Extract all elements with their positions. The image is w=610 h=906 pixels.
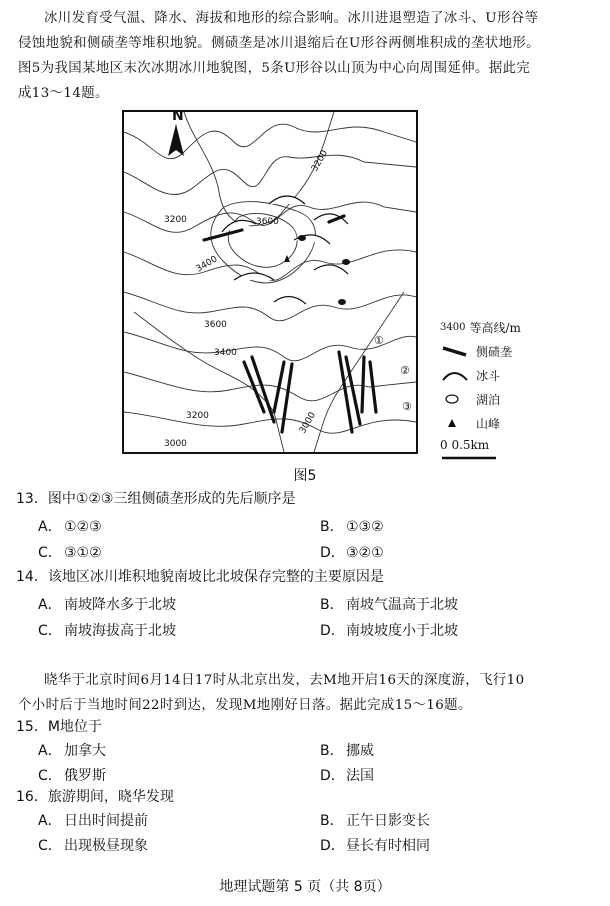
question-stem: 14．该地区冰川堆积地貌南坡比北坡保存完整的主要原因是 [16,569,384,585]
lake-mark [342,259,350,265]
contour-label: 3000 [164,439,187,449]
contour-label: 3200 [164,215,187,225]
option-c[interactable]: C． ③①② [38,545,102,561]
legend-peak [440,414,500,432]
question-stem: 13．图中①②③三组侧碛垄形成的先后顺序是 [16,491,296,507]
option-b[interactable]: B． ①③② [320,519,384,535]
intro-line: 侵蚀地貌和侧碛垄等堆积地貌。侧碛垄是冰川退缩后在U形谷两侧堆积成的垄状地形。 [18,36,540,51]
intro-line: 图5为我国某地区末次冰期冰川地貌图，5条U形谷以山顶为中心向周围延伸。据此完 [18,61,531,76]
contour-label: 3400 [214,348,237,358]
legend-peak-label: 山峰 [476,416,501,431]
legend-lake-label: 湖泊 [476,392,501,407]
option-b[interactable]: B． 正午日影变长 [320,813,430,829]
option-d[interactable]: D．昼长有时相同 [320,838,430,854]
legend-moraine-label: 侧碛垄 [476,344,513,359]
option-a[interactable]: A． ①②③ [38,519,102,535]
north-label: N [172,112,184,124]
contour-label: 3200 [309,148,331,174]
contour-map-drawing [124,112,416,452]
legend-cirque-label: 冰斗 [476,368,501,383]
contour-label: 3600 [256,217,279,227]
legend-scale [440,436,489,454]
lake-icon [440,392,470,406]
option-d[interactable]: D．法国 [320,768,374,784]
option-a[interactable]: A． 日出时间提前 [38,813,148,829]
legend-contour-value: 3400 [440,321,466,333]
moraine-icon [440,344,470,358]
legend-moraine [440,342,512,360]
peak-icon [440,416,470,430]
page-footer: 地理试题第 5 页（共 8页） [219,879,391,895]
marker-3: ③ [402,400,412,413]
contour-label: 3000 [297,410,319,436]
legend-lake [440,390,500,408]
intro-paragraph [18,6,602,106]
option-d[interactable]: D．南坡坡度小于北坡 [320,623,458,639]
option-c[interactable]: C． 南坡海拔高于北坡 [38,623,176,639]
intro-line: 冰川发育受气温、降水、海拔和地形的综合影响。冰川进退塑造了冰斗、U形谷等 [44,11,539,26]
scale-bar-icon [440,454,500,462]
option-d[interactable]: D．③②① [320,545,384,561]
option-b[interactable]: B． 南坡气温高于北坡 [320,597,458,613]
question-stem: 16．旅游期间，晓华发现 [16,789,174,805]
contour-label: 3600 [204,320,227,330]
marker-2: ② [400,364,410,377]
contour-label: 3400 [194,254,220,275]
option-a[interactable]: A． 加拿大 [38,743,106,759]
legend-contour [440,318,521,336]
intro2-line: 个小时后于当地时间22时到达，发现M地刚好日落。据此完成15～16题。 [18,698,472,713]
cirque-icon [440,367,470,383]
marker-1: ① [374,334,384,347]
legend-contour-label: 等高线/m [469,320,521,335]
legend-cirque [440,366,500,384]
lake-mark [298,235,306,241]
contour-label: 3200 [186,411,209,421]
option-c[interactable]: C． 出现极昼现象 [38,838,148,854]
legend-scale-text: 0 0.5km [440,438,490,452]
option-c[interactable]: C． 俄罗斯 [38,768,106,784]
north-arrow-icon [168,124,184,156]
map-frame [122,110,418,454]
intro2-line: 晓华于北京时间6月14日17时从北京出发，去M地开启16天的深度游，飞行10 [44,673,525,688]
figure-caption: 图5 [293,468,317,484]
lake-mark [338,299,346,305]
question-stem: 15．M地位于 [16,719,102,735]
option-b[interactable]: B． 挪威 [320,743,374,759]
option-a[interactable]: A． 南坡降水多于北坡 [38,597,176,613]
intro2-paragraph [18,668,602,718]
intro-line: 成13～14题。 [18,86,109,101]
